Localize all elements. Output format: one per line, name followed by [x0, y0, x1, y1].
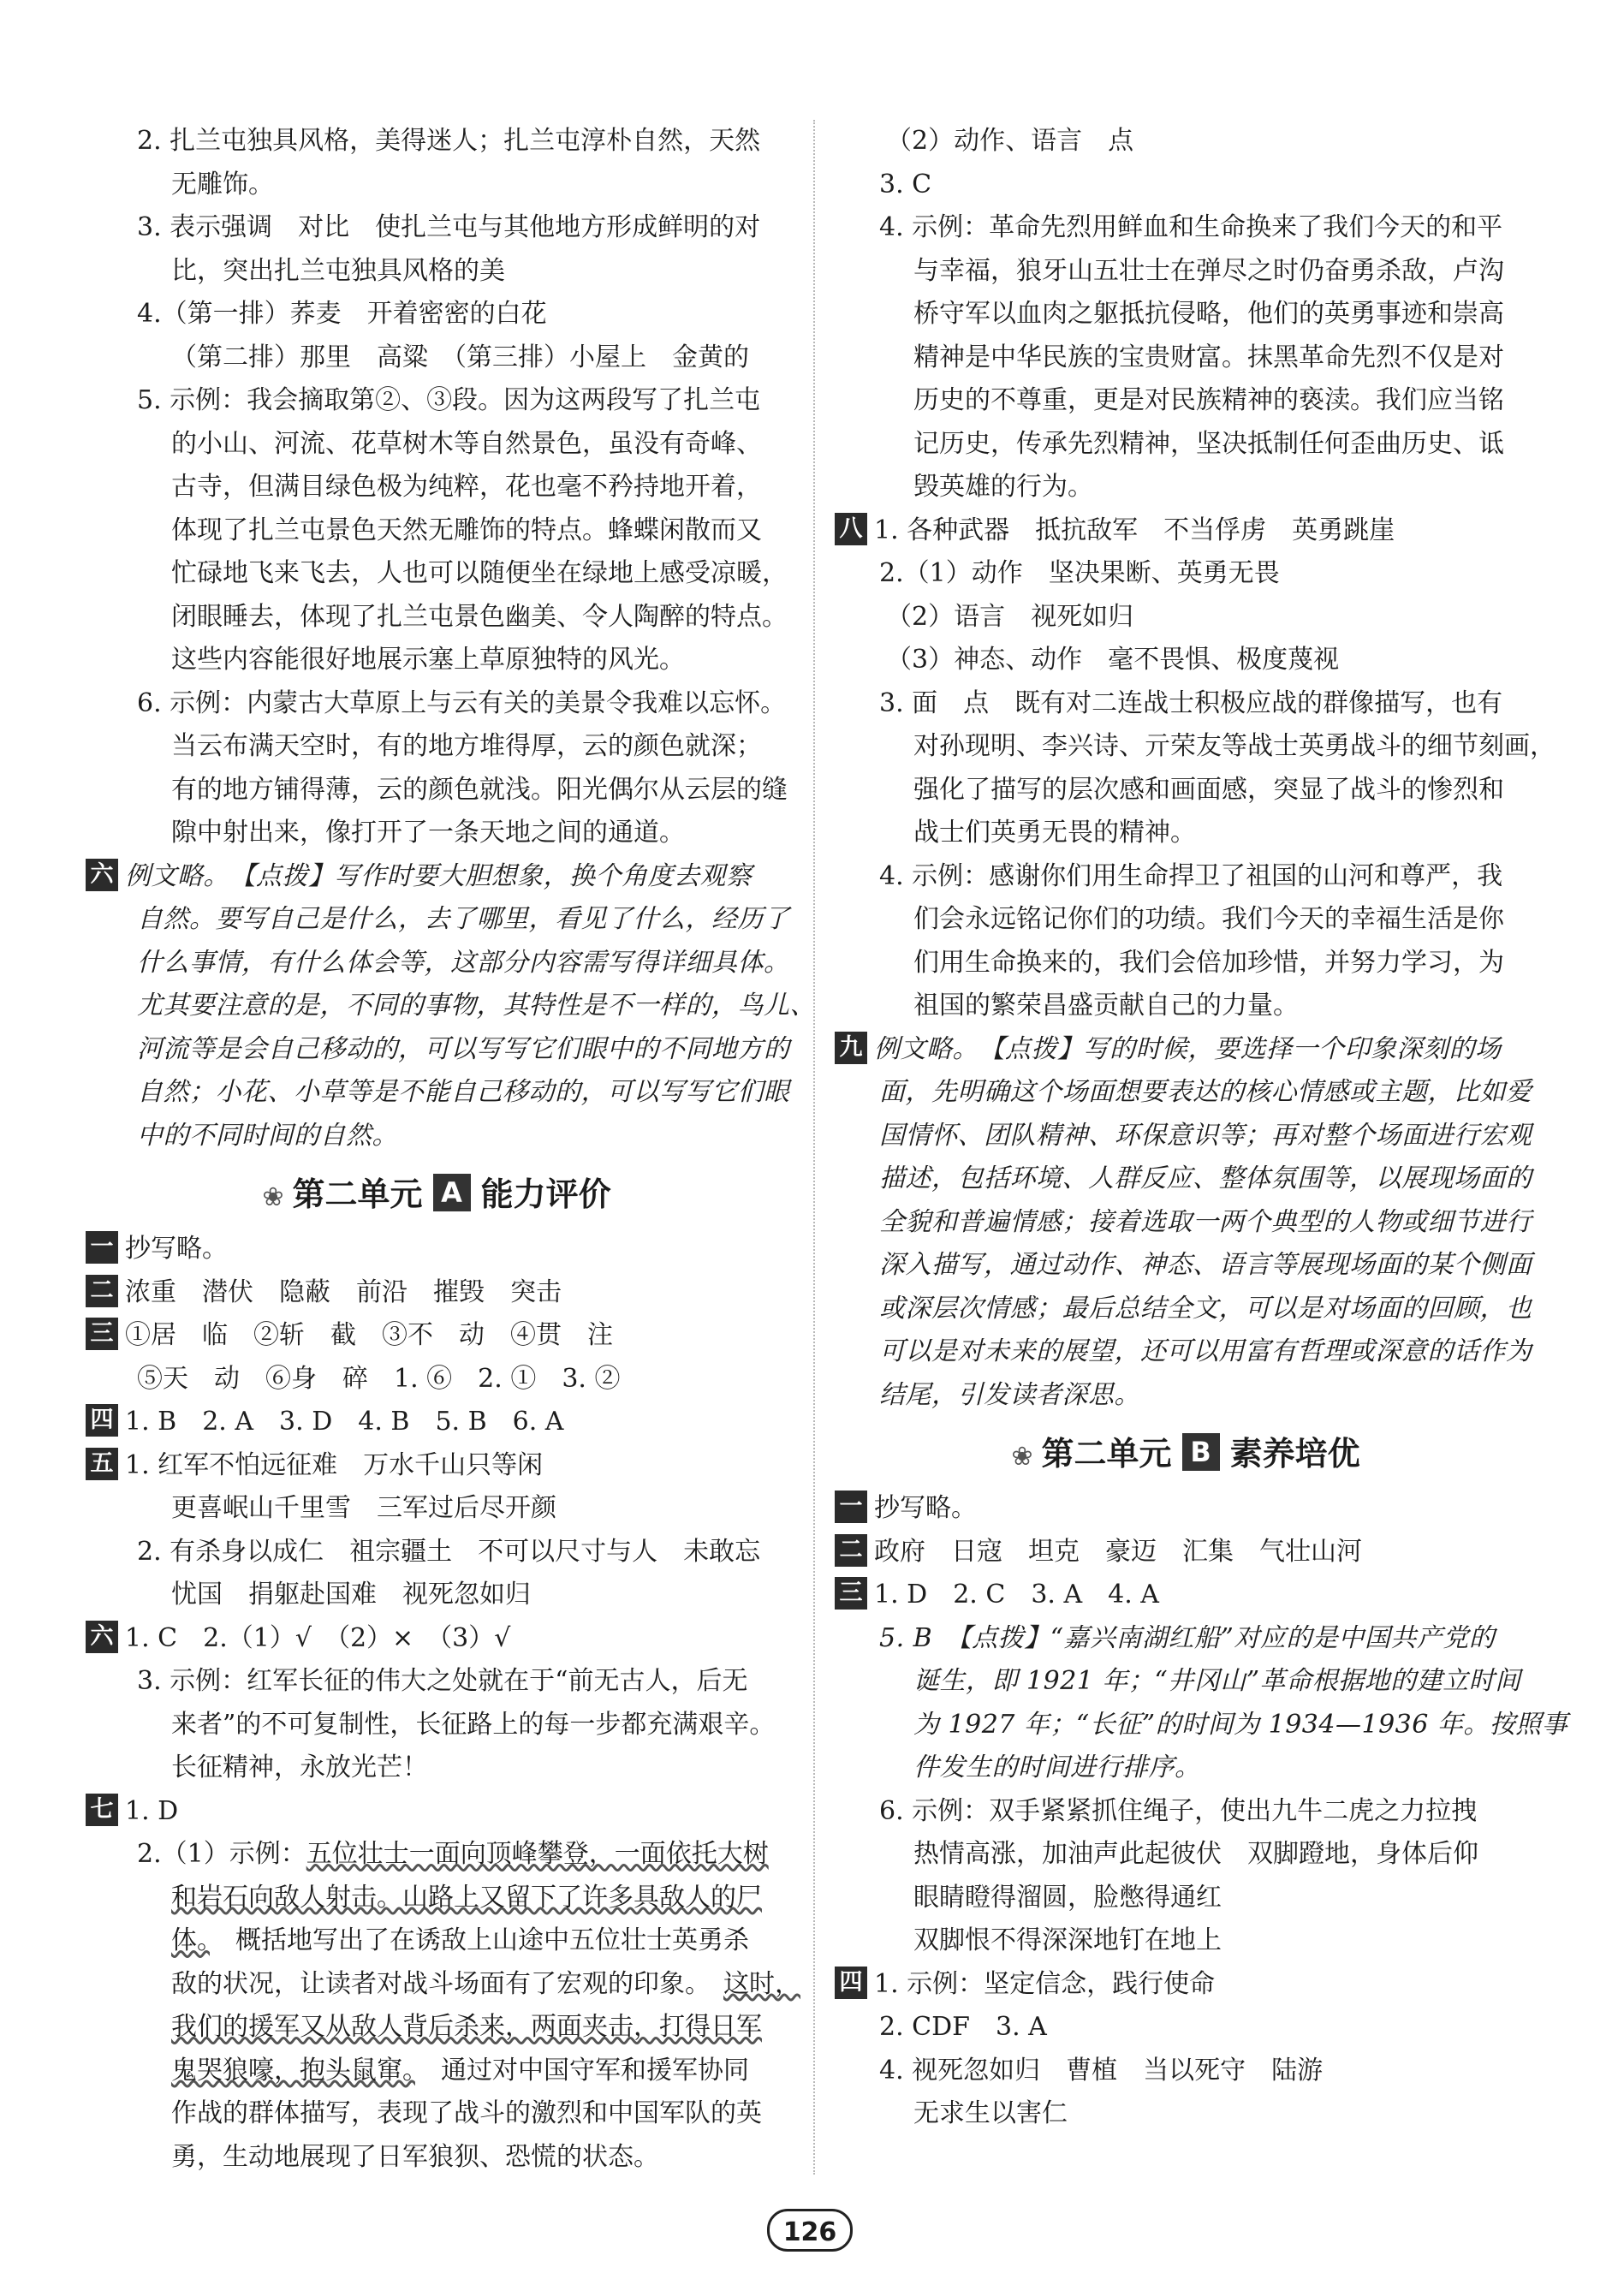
unit-title: 素养培优 — [1229, 1435, 1360, 1473]
answer-line: 无求生以害仁 — [913, 2098, 1068, 2128]
level-letter: A — [433, 1174, 471, 1211]
answer-line: 来者”的不可复制性，长征路上的每一步都充满艰辛。 — [171, 1709, 776, 1740]
answer-line: 深入描写，通过动作、神态、语言等展现场面的某个侧面 — [879, 1250, 1532, 1280]
answer-line: 闭眼睡去，体现了扎兰屯景色幽美、令人陶醉的特点。 — [171, 601, 788, 632]
answer-line: 忙碌地飞来飞去，人也可以随便坐在绿地上感受凉暖， — [171, 558, 788, 588]
answer-line: 自然。要写自己是什么，去了哪里，看见了什么，经历了 — [137, 904, 790, 934]
answer-line: 可以是对未来的展望，还可以用富有哲理或深意的话作为 — [879, 1336, 1532, 1366]
column-divider — [813, 120, 815, 2175]
answer-line: 例文略。 【点拨】写作时要大胆想象，换个角度去观察 — [125, 860, 753, 891]
answer-line: ⑤天 动 ⑥身 碎 1. ⑥ 2. ① 3. ② — [137, 1363, 621, 1394]
underlined-text: 体。 — [171, 1925, 210, 1955]
section-badge: 三 — [86, 1318, 118, 1350]
section-row — [835, 1531, 1537, 1574]
unit-title: 能力评价 — [480, 1175, 611, 1213]
answer-line: 抄写略。 — [125, 1234, 228, 1264]
left-column — [86, 120, 816, 2179]
answer-line: 们用生命换来的，我们会倍加珍惜，并努力学习，为 — [913, 947, 1504, 978]
answer-line: 3. 面 点 既有对二连战士积极应战的群像描写，也有 — [879, 687, 1503, 718]
answer-line: 强化了描写的层次感和画面感，突显了战斗的惨烈和 — [913, 774, 1504, 805]
answer-line — [86, 1877, 788, 1920]
answer-text: 概括地写出了在诱敌上山途中五位壮士英勇杀 — [210, 1925, 749, 1955]
section-row — [86, 1444, 788, 1488]
answer-line: 浓重 潜伏 隐蔽 前沿 摧毁 突击 — [125, 1276, 562, 1307]
answer-line: 隙中射出来，像打开了一条天地之间的通道。 — [171, 818, 685, 848]
underlined-text: 我们的援军又从敌人背后杀来，两面夹击，打得日军 — [171, 2012, 762, 2042]
answer-line: 或深层次情感；最后总结全文，可以是对场面的回顾，也 — [879, 1293, 1532, 1324]
section-badge: 一 — [835, 1491, 867, 1523]
section-badge: 八 — [835, 513, 867, 545]
paw-icon: ❀ — [1011, 1442, 1033, 1472]
answer-line: 3. 表示强调 对比 使扎兰屯与其他地方形成鲜明的对 — [137, 212, 761, 242]
answer-line: 桥守军以血肉之躯抵抗侵略，他们的英勇事迹和崇高 — [913, 299, 1504, 329]
unit-heading-a — [86, 1164, 788, 1224]
section-row — [835, 1487, 1537, 1531]
answer-line: 5. 示例：我会摘取第②、③段。因为这两段写了扎兰屯 — [137, 385, 761, 415]
answer-line: 记历史，传承先烈精神，坚决抵制任何歪曲历史、诋 — [913, 428, 1504, 459]
answer-line: 2. CDF 3. A — [879, 2012, 1047, 2042]
answer-line: 例文略。 【点拨】写的时候，要选择一个印象深刻的场 — [874, 1033, 1502, 1064]
answer-line: ①居 临 ②斩 截 ③不 动 ④贯 注 — [125, 1320, 613, 1350]
answer-line: 1. C 2.（1）√ （2）× （3）√ — [125, 1622, 511, 1653]
answer-text: 通过对中国守军和援军协同 — [415, 2055, 749, 2086]
answer-line: 与幸福，狼牙山五壮士在弹尽之时仍奋勇杀敌，卢沟 — [913, 255, 1504, 286]
answer-line: 祖国的繁荣昌盛贡献自己的力量。 — [913, 991, 1299, 1020]
answer-line: （3）神态、动作 毫不畏惧、极度蔑视 — [886, 645, 1340, 675]
answer-line: 们会永远铭记你们的功绩。我们今天的幸福生活是你 — [913, 904, 1504, 934]
section-row — [86, 1314, 788, 1358]
answer-line: 历史的不尊重，更是对民族精神的亵渎。我们应当铭 — [913, 385, 1504, 415]
answer-line: 1. B 2. A 3. D 4. B 5. B 6. A — [125, 1407, 564, 1437]
section-badge: 五 — [86, 1448, 118, 1480]
section-six-row — [86, 855, 788, 899]
answer-line: 4. 视死忽如归 曹植 当以死守 陆游 — [879, 2055, 1324, 2086]
unit-label: 第二单元 — [292, 1175, 423, 1213]
answer-line: 4. 示例：感谢你们用生命捍卫了祖国的山河和尊严，我 — [879, 860, 1503, 891]
answer-line: 为 1927 年；“长征”的时间为 1934—1936 年。按照事 — [913, 1709, 1568, 1740]
answer-line: 什么事情，有什么体会等，这部分内容需写得详细具体。 — [137, 947, 790, 978]
section-badge: 一 — [86, 1231, 118, 1264]
section-row — [835, 1574, 1537, 1617]
answer-line: 面，先明确这个场面想要表达的核心情感或主题，比如爱 — [879, 1077, 1532, 1107]
answer-line: 长征精神，永放光芒！ — [171, 1752, 428, 1782]
answer-line: 中的不同时间的自然。 — [137, 1120, 398, 1151]
answer-line: 5. B 【点拨】“嘉兴南湖红船”对应的是中国共产党的 — [879, 1622, 1496, 1653]
answer-line — [86, 2006, 788, 2050]
answer-line: 结尾，引发读者深思。 — [879, 1379, 1140, 1410]
section-badge: 六 — [86, 1621, 118, 1653]
answer-line: 1. 各种武器 抵抗敌军 不当俘虏 英勇跳崖 — [874, 515, 1395, 545]
answer-line: 对孙现明、李兴诗、亓荣友等战士英勇战斗的细节刻画， — [913, 731, 1556, 761]
answer-line: 作战的群体描写，表现了战斗的激烈和中国军队的英 — [171, 2098, 762, 2128]
answer-line: 2.（1）动作 坚决果断、英勇无畏 — [879, 558, 1280, 588]
section-row — [86, 1790, 788, 1834]
paw-icon: ❀ — [262, 1182, 284, 1212]
answer-line — [86, 1833, 788, 1877]
answer-line: 战士们英勇无畏的精神。 — [913, 818, 1196, 848]
answer-line: （2）动作、语言 点 — [886, 126, 1134, 156]
section-row — [86, 1271, 788, 1315]
section-row — [86, 1228, 788, 1271]
answer-line: 尤其要注意的是，不同的事物，其特性是不一样的，鸟儿、 — [137, 991, 816, 1020]
answer-line: 忧国 捐躯赴国难 视死忽如归 — [171, 1580, 531, 1610]
answer-line — [86, 2050, 788, 2093]
answer-line: 抄写略。 — [874, 1493, 977, 1523]
answer-line: 政府 日寇 坦克 豪迈 汇集 气壮山河 — [874, 1536, 1362, 1567]
answer-line: 更喜岷山千里雪 三军过后尽开颜 — [171, 1493, 556, 1523]
answer-line: 有的地方铺得薄，云的颜色就浅。阳光偶尔从云层的缝 — [171, 774, 788, 805]
answer-line: 件发生的时间进行排序。 — [913, 1752, 1201, 1782]
section-badge: 六 — [86, 859, 118, 891]
answer-line: 毁英雄的行为。 — [913, 472, 1093, 502]
answer-line: 描述，包括环境、人群反应、整体氛围等，以展现场面的 — [879, 1163, 1532, 1193]
answer-line: 精神是中华民族的宝贵财富。抹黑革命先烈不仅是对 — [913, 342, 1504, 372]
section-badge: 九 — [835, 1032, 867, 1064]
answer-line: （第二排）那里 高粱 （第三排）小屋上 金黄的 — [171, 342, 749, 372]
section-row — [86, 1617, 788, 1661]
answer-line: 这些内容能很好地展示塞上草原独特的风光。 — [171, 645, 685, 675]
level-letter: B — [1182, 1433, 1220, 1471]
answer-line: 无雕饰。 — [171, 169, 274, 199]
answer-line: （2）语言 视死如归 — [886, 601, 1134, 632]
answer-line: 3. C — [879, 169, 932, 199]
answer-line: 自然；小花、小草等是不能自己移动的，可以写写它们眼 — [137, 1077, 790, 1107]
answer-line: 2. 扎兰屯独具风格，美得迷人；扎兰屯淳朴自然，天然 — [137, 126, 761, 156]
unit-label: 第二单元 — [1041, 1435, 1172, 1473]
answer-line: 诞生，即 1921 年；“井冈山”革命根据地的建立时间 — [913, 1666, 1521, 1696]
page-number: 126 — [767, 2209, 853, 2252]
answer-line — [86, 1919, 788, 1963]
answer-line: 1. D 2. C 3. A 4. A — [874, 1580, 1159, 1610]
section-badge: 四 — [835, 1967, 867, 1999]
answer-line: 全貌和普遍情感；接着选取一两个典型的人物或细节进行 — [879, 1206, 1532, 1237]
answer-line: 国情怀、团队精神、环保意识等；再对整个场面进行宏观 — [879, 1120, 1532, 1151]
answer-line: 比，突出扎兰屯独具风格的美 — [171, 255, 505, 286]
answer-line — [86, 1963, 800, 2007]
answer-line: 双脚恨不得深深地钉在地上 — [913, 1925, 1222, 1955]
answer-line: 1. 示例：坚定信念，践行使命 — [874, 1968, 1216, 1999]
answer-line: 河流等是会自己移动的，可以写写它们眼中的不同地方的 — [137, 1033, 790, 1064]
section-badge: 三 — [835, 1577, 867, 1610]
answer-line: 2. 有杀身以成仁 祖宗疆土 不可以尺寸与人 未敢忘 — [137, 1536, 761, 1567]
answer-line: 4.（第一排）荞麦 开着密密的白花 — [137, 299, 547, 329]
answer-line: 古寺，但满目绿色极为纯粹，花也毫不矜持地开着， — [171, 472, 762, 502]
answer-line: 当云布满天空时，有的地方堆得厚，云的颜色就深； — [171, 731, 762, 761]
right-column — [835, 120, 1568, 2136]
underlined-text: 这时， — [723, 1968, 800, 1999]
answer-line: 体现了扎兰屯景色天然无雕饰的特点。蜂蝶闲散而又 — [171, 515, 762, 545]
answer-line: 6. 示例：双手紧紧抓住绳子，使出九牛二虎之力拉拽 — [879, 1795, 1478, 1826]
section-badge: 二 — [835, 1534, 867, 1567]
answer-line: 4. 示例：革命先烈用鲜血和生命换来了我们今天的和平 — [879, 212, 1503, 242]
answer-prefix: 2.（1）示例： — [137, 1839, 306, 1869]
section-badge: 四 — [86, 1404, 118, 1437]
underlined-text: 五位壮士一面向顶峰攀登，一面依托大树 — [306, 1839, 769, 1869]
section-row — [86, 1401, 788, 1444]
section-nine-row — [835, 1028, 1537, 1072]
section-badge: 七 — [86, 1794, 118, 1826]
underlined-text: 鬼哭狼嚎，抱头鼠窜。 — [171, 2055, 415, 2086]
answer-line: 1. D — [125, 1795, 179, 1826]
answer-line: 眼睛瞪得溜圆，脸憋得通红 — [913, 1882, 1222, 1913]
unit-heading-b — [835, 1424, 1537, 1484]
answer-line: 3. 示例：红军长征的伟大之处就在于“前无古人，后无 — [137, 1666, 748, 1696]
answer-line: 的小山、河流、花草树木等自然景色，虽没有奇峰、 — [171, 428, 762, 459]
section-eight-row — [835, 509, 1537, 553]
answer-text: 敌的状况，让读者对战斗场面有了宏观的印象。 — [171, 1968, 723, 1999]
underlined-text: 和岩石向敌人射击。山路上又留下了许多具敌人的尸 — [171, 1882, 762, 1913]
answer-line: 6. 示例：内蒙古大草原上与云有关的美景令我难以忘怀。 — [137, 687, 787, 718]
answer-line: 1. 红军不怕远征难 万水千山只等闲 — [125, 1449, 544, 1480]
section-row — [835, 1963, 1537, 2007]
section-badge: 二 — [86, 1275, 118, 1307]
answer-line: 勇，生动地展现了日军狼狈、恐慌的状态。 — [171, 2141, 659, 2172]
answer-line: 热情高涨，加油声此起彼伏 双脚蹬地，身体后仰 — [913, 1839, 1478, 1869]
